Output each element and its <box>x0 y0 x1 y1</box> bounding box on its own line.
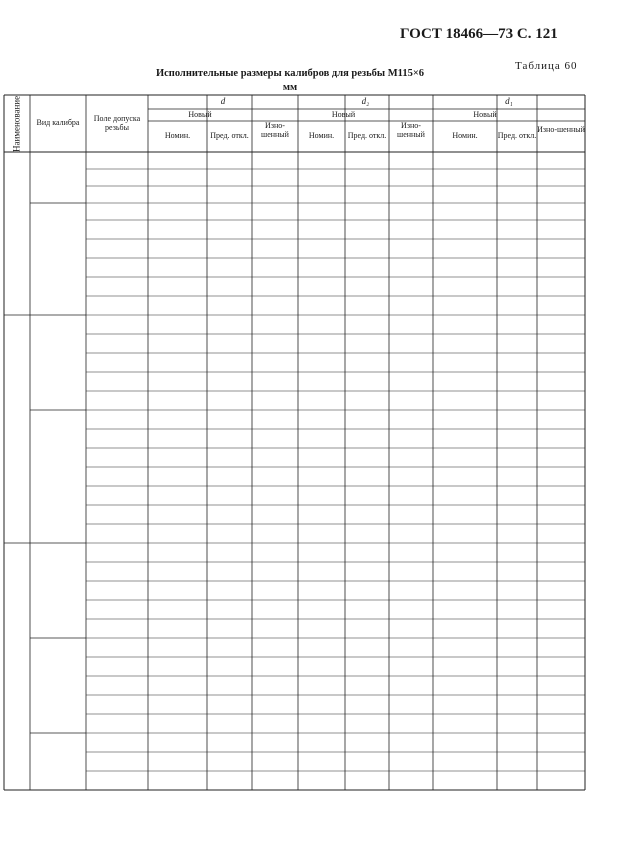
d1-new-header: Новый <box>473 109 497 119</box>
d1-worn-header: Изно-шенный <box>537 125 585 135</box>
table-number: Таблица 60 <box>515 60 578 72</box>
d2-group-header: d₂ <box>361 96 370 107</box>
name-column-header: Наименование <box>11 95 22 152</box>
d-nominal-header: Номин. <box>164 131 191 141</box>
d1-nominal-header: Номин. <box>452 131 478 141</box>
d2-new-header: Новый <box>331 109 356 119</box>
d1-group-header: d₁ <box>505 96 513 107</box>
page-header: ГОСТ 18466—73 С. 121 <box>400 26 558 42</box>
kind-column-header: Вид калибра <box>36 118 80 128</box>
d2-deviation-header: Пред. откл. <box>347 131 387 141</box>
tolerance-column-header: Поле допуска резьбы <box>93 114 141 132</box>
d1-deviation-header: Пред. откл. <box>497 131 537 141</box>
d-new-header: Новый <box>188 109 212 119</box>
table-title: Исполнительные размеры калибров для резьбы М115×6 <box>155 68 425 79</box>
d2-nominal-header: Номин. <box>308 131 335 141</box>
d2-worn-header: Изно-шенный <box>397 121 425 139</box>
d-worn-header: Изно-шенный <box>261 121 289 139</box>
d-deviation-header: Пред. откл. <box>210 131 249 141</box>
d-group-header: d <box>220 96 226 107</box>
table-unit: мм <box>282 82 298 93</box>
